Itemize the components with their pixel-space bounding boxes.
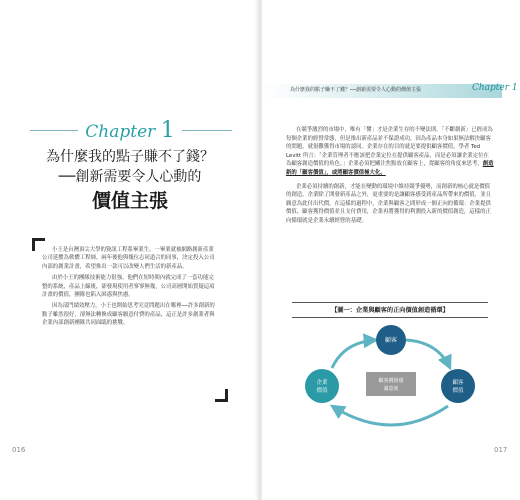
intro-paragraph: 小王是台灣頂尖大學的資訊工程系畢業生，一畢業就被網路創新產業公司延攬為軟體工程師。兩年後他與幾位志同道合的同事，決定投入公司內部的創業計畫，希望推出一款可以改變人們生活的新產品。 — [42, 247, 215, 270]
node-right-circle — [441, 369, 475, 403]
chapter-word: Chapter — [85, 122, 156, 142]
node-top-label: 顧客 — [384, 337, 398, 344]
node-right-label: 顧客 — [452, 380, 464, 386]
chapter-title-line-3: 價值主張 — [91, 190, 168, 212]
chapter-heading — [30, 120, 230, 142]
chapter-title-line-2: ──創新需要令人心動的 — [58, 169, 202, 185]
page-number-left: 016 — [12, 446, 26, 454]
arrow-left-to-top — [332, 340, 376, 368]
body-paragraph — [286, 183, 494, 226]
intro-paragraph: 因為部門績效壓力，小王也開始思考究竟問題出在哪裡──許多創新的點子雖然很好，卻無法轉換成顧客願意付費的產品，這正是許多創業者與企業內部創新團隊共同面臨的挑戰。 — [42, 303, 215, 327]
figure-caption-text: 【圖一：企業與顧客的正向價值創造循環】 — [331, 307, 449, 314]
center-box-label-2: 滿意度 — [383, 386, 399, 392]
intro-paragraph: 由於小王的團隊技術能力很強，他們在短時間內就完成了一套功能完整的系統，產品上線後，卻發現使用者寥寥無幾，公司高層開始質疑這項計畫的價值，團隊也陷入困惑與焦慮。 — [42, 275, 215, 299]
intro-story-text — [42, 246, 218, 331]
center-box — [366, 372, 416, 396]
chapter-title-line-1: 為什麼我的點子賺不了錢？ — [46, 149, 214, 165]
page-number-right: 017 — [494, 446, 508, 454]
intro-story-box — [32, 238, 228, 402]
chapter-rule-left — [30, 130, 78, 131]
body-text — [286, 126, 494, 231]
node-right-label-2: 價值 — [452, 388, 464, 394]
highlighted-phrase: 創造新的「顧客價值」，或將顧客價值極大化。 — [286, 161, 494, 176]
node-left-circle — [305, 369, 339, 403]
arrow-top-to-right — [406, 340, 450, 368]
body-paragraph — [286, 126, 494, 178]
center-box-label: 顧客價值感 — [378, 378, 404, 384]
chapter-label — [82, 120, 178, 143]
body-text-run: 在競爭激烈的市場中，唯有「懂」才是企業生存的不變法則。「不斷創新」已經成為每個企業的經營常態，但是推出新產品並不保證成功，因為產品本身如果無法解決顧客的問題，就很難獲得市場的認同。企業存在的目的就是要提供顧客價值，學者 Ted Levitt 所言：「企業管理者不應該把企業定位在提供顧客產品，而是必須讓企業定位在為顧客創造價值的角色。」企業必須把關注焦點放在顧客上，從顧客的角度來思考， — [286, 127, 493, 168]
body-text-run: 企業必須持續的創新，才能在變動的環境中維持競爭優勢，而創新的核心就是價值的創造。企業除了開發新產品之外，更重要的是讓顧客感受到產品所帶來的價值，並且願意為此付出代價。在這樣的過程中，企業與顧客之間形成一個正向的循環：企業提供價值、顧客獲得價值並且支付費用，企業再將獲得的利潤投入新的價值創造，這樣的正向循環就是企業永續經營的基礎。 — [286, 183, 491, 224]
arrow-right-to-left — [332, 406, 448, 425]
chapter-number: 1 — [160, 118, 175, 143]
corner-bracket-bottom-right — [215, 389, 228, 402]
node-left-label-2: 價值 — [316, 388, 328, 394]
left-page — [0, 0, 258, 500]
figure-caption — [292, 302, 488, 318]
running-chapter-label: Chapter 1 — [472, 83, 518, 93]
chapter-rule-right — [182, 130, 232, 131]
node-top — [376, 325, 406, 355]
right-page — [262, 0, 520, 500]
node-left — [305, 369, 339, 403]
node-left-label: 企業 — [316, 380, 328, 386]
running-header: 為什麼我的點子賺不了錢？──創新需要令人心動的價值主張 — [290, 87, 422, 93]
node-right — [441, 369, 475, 403]
center-box-shape — [366, 372, 416, 396]
value-cycle-diagram — [292, 322, 488, 440]
